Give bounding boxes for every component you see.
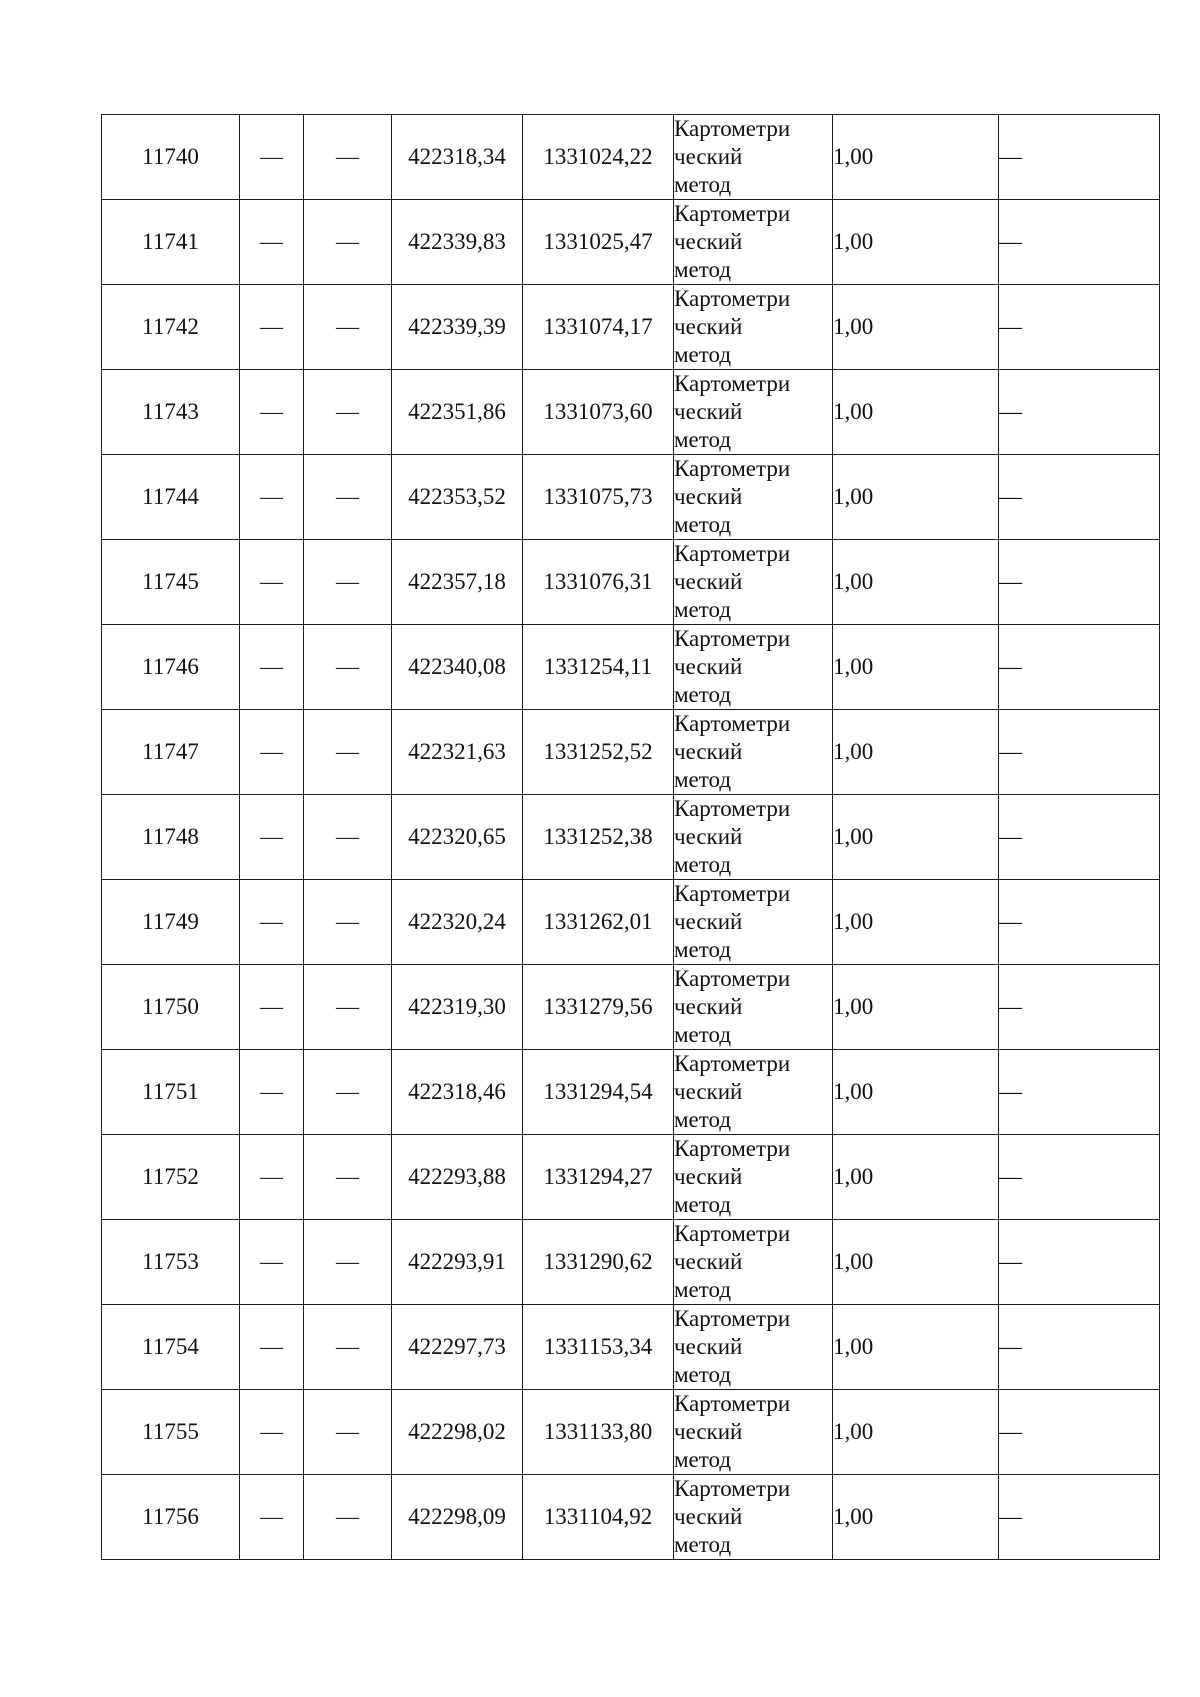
empty-dash-cell: — [304,1135,392,1220]
method-text-line: ческий [674,1419,743,1444]
point-number-cell: 11744 [102,455,240,540]
description-dash-cell: — [999,1390,1160,1475]
method-text-line: ческий [674,144,743,169]
empty-dash-cell: — [240,710,304,795]
x-coordinate-cell: 422293,91 [392,1220,523,1305]
description-dash-cell: — [999,1305,1160,1390]
table-row [102,200,1160,285]
empty-dash-cell: — [304,200,392,285]
empty-dash-cell: — [304,455,392,540]
point-number-cell: 11752 [102,1135,240,1220]
x-coordinate-cell: 422357,18 [392,540,523,625]
accuracy-cell: 1,00 [833,1135,999,1220]
empty-dash-cell: — [240,285,304,370]
description-dash-cell: — [999,455,1160,540]
method-text-line: Картометри [674,1391,791,1416]
method-text-line: метод [674,682,732,707]
empty-dash-cell: — [240,115,304,200]
table-row [102,1135,1160,1220]
description-dash-cell: — [999,965,1160,1050]
description-dash-cell: — [999,795,1160,880]
method-text-line: метод [674,257,732,282]
empty-dash-cell: — [240,795,304,880]
empty-dash-cell: — [304,285,392,370]
point-number-cell: 11755 [102,1390,240,1475]
empty-dash-cell: — [240,1475,304,1560]
method-cell [674,1050,833,1135]
empty-dash-cell: — [304,1305,392,1390]
method-text-line: метод [674,767,732,792]
point-number-cell: 11750 [102,965,240,1050]
method-text-line: метод [674,1532,732,1557]
method-text-line: ческий [674,229,743,254]
method-cell [674,880,833,965]
y-coordinate-cell: 1331104,92 [523,1475,674,1560]
method-text-line: метод [674,937,732,962]
x-coordinate-cell: 422319,30 [392,965,523,1050]
empty-dash-cell: — [304,625,392,710]
point-number-cell: 11746 [102,625,240,710]
method-text-line: Картометри [674,1306,791,1331]
description-dash-cell: — [999,115,1160,200]
method-text-line: Картометри [674,881,791,906]
empty-dash-cell: — [304,540,392,625]
description-dash-cell: — [999,625,1160,710]
x-coordinate-cell: 422320,65 [392,795,523,880]
empty-dash-cell: — [304,370,392,455]
method-cell [674,455,833,540]
table-body [102,115,1160,1560]
method-text-line: ческий [674,739,743,764]
table-row [102,625,1160,710]
method-text-line: метод [674,1107,732,1132]
x-coordinate-cell: 422318,34 [392,115,523,200]
point-number-cell: 11754 [102,1305,240,1390]
method-text-line: Картометри [674,711,791,736]
x-coordinate-cell: 422339,83 [392,200,523,285]
point-number-cell: 11745 [102,540,240,625]
y-coordinate-cell: 1331024,22 [523,115,674,200]
point-number-cell: 11747 [102,710,240,795]
y-coordinate-cell: 1331076,31 [523,540,674,625]
accuracy-cell: 1,00 [833,115,999,200]
method-cell [674,370,833,455]
x-coordinate-cell: 422298,09 [392,1475,523,1560]
accuracy-cell: 1,00 [833,880,999,965]
method-text-line: ческий [674,1249,743,1274]
method-text-line: ческий [674,654,743,679]
method-text-line: Картометри [674,1476,791,1501]
point-number-cell: 11748 [102,795,240,880]
empty-dash-cell: — [240,370,304,455]
method-text-line: метод [674,342,732,367]
accuracy-cell: 1,00 [833,1475,999,1560]
description-dash-cell: — [999,370,1160,455]
table-row [102,965,1160,1050]
method-cell [674,625,833,710]
method-text-line: метод [674,1192,732,1217]
x-coordinate-cell: 422339,39 [392,285,523,370]
table-row [102,710,1160,795]
method-text-line: Картометри [674,1221,791,1246]
table-row [102,285,1160,370]
method-cell [674,1135,833,1220]
y-coordinate-cell: 1331279,56 [523,965,674,1050]
y-coordinate-cell: 1331294,54 [523,1050,674,1135]
empty-dash-cell: — [304,965,392,1050]
method-text-line: Картометри [674,456,791,481]
point-number-cell: 11751 [102,1050,240,1135]
method-text-line: ческий [674,314,743,339]
point-number-cell: 11743 [102,370,240,455]
empty-dash-cell: — [240,200,304,285]
table-row [102,1050,1160,1135]
y-coordinate-cell: 1331074,17 [523,285,674,370]
method-text-line: Картометри [674,1051,791,1076]
empty-dash-cell: — [240,455,304,540]
method-cell [674,710,833,795]
method-text-line: метод [674,1277,732,1302]
method-text-line: метод [674,852,732,877]
empty-dash-cell: — [304,1475,392,1560]
y-coordinate-cell: 1331262,01 [523,880,674,965]
x-coordinate-cell: 422318,46 [392,1050,523,1135]
y-coordinate-cell: 1331075,73 [523,455,674,540]
method-text-line: Картометри [674,286,791,311]
point-number-cell: 11741 [102,200,240,285]
point-number-cell: 11749 [102,880,240,965]
method-text-line: метод [674,1362,732,1387]
x-coordinate-cell: 422293,88 [392,1135,523,1220]
method-text-line: ческий [674,399,743,424]
method-text-line: Картометри [674,541,791,566]
point-number-cell: 11753 [102,1220,240,1305]
empty-dash-cell: — [240,1220,304,1305]
method-cell [674,795,833,880]
table-row [102,115,1160,200]
x-coordinate-cell: 422320,24 [392,880,523,965]
coordinates-table [101,114,1160,1560]
method-text-line: Картометри [674,371,791,396]
empty-dash-cell: — [240,965,304,1050]
point-number-cell: 11742 [102,285,240,370]
accuracy-cell: 1,00 [833,455,999,540]
empty-dash-cell: — [304,795,392,880]
y-coordinate-cell: 1331153,34 [523,1305,674,1390]
y-coordinate-cell: 1331294,27 [523,1135,674,1220]
method-text-line: ческий [674,1079,743,1104]
y-coordinate-cell: 1331254,11 [523,625,674,710]
empty-dash-cell: — [240,1305,304,1390]
method-text-line: Картометри [674,116,791,141]
method-text-line: ческий [674,1164,743,1189]
accuracy-cell: 1,00 [833,710,999,795]
accuracy-cell: 1,00 [833,540,999,625]
table-row [102,1220,1160,1305]
x-coordinate-cell: 422353,52 [392,455,523,540]
method-text-line: ческий [674,994,743,1019]
accuracy-cell: 1,00 [833,1305,999,1390]
x-coordinate-cell: 422297,73 [392,1305,523,1390]
y-coordinate-cell: 1331252,38 [523,795,674,880]
method-cell [674,1390,833,1475]
method-cell [674,200,833,285]
empty-dash-cell: — [240,880,304,965]
method-cell [674,1475,833,1560]
x-coordinate-cell: 422351,86 [392,370,523,455]
description-dash-cell: — [999,880,1160,965]
accuracy-cell: 1,00 [833,200,999,285]
y-coordinate-cell: 1331252,52 [523,710,674,795]
point-number-cell: 11756 [102,1475,240,1560]
method-text-line: Картометри [674,626,791,651]
method-cell [674,285,833,370]
method-cell [674,540,833,625]
method-text-line: метод [674,512,732,537]
x-coordinate-cell: 422340,08 [392,625,523,710]
empty-dash-cell: — [240,1390,304,1475]
method-text-line: ческий [674,569,743,594]
empty-dash-cell: — [240,1135,304,1220]
y-coordinate-cell: 1331290,62 [523,1220,674,1305]
accuracy-cell: 1,00 [833,1050,999,1135]
method-cell [674,1305,833,1390]
method-text-line: ческий [674,909,743,934]
empty-dash-cell: — [240,540,304,625]
accuracy-cell: 1,00 [833,1220,999,1305]
description-dash-cell: — [999,1050,1160,1135]
empty-dash-cell: — [304,1050,392,1135]
description-dash-cell: — [999,1220,1160,1305]
method-cell [674,1220,833,1305]
description-dash-cell: — [999,710,1160,795]
accuracy-cell: 1,00 [833,965,999,1050]
empty-dash-cell: — [304,710,392,795]
method-text-line: ческий [674,484,743,509]
accuracy-cell: 1,00 [833,1390,999,1475]
table-row [102,455,1160,540]
method-cell [674,965,833,1050]
accuracy-cell: 1,00 [833,625,999,710]
point-number-cell: 11740 [102,115,240,200]
method-text-line: ческий [674,824,743,849]
empty-dash-cell: — [304,115,392,200]
method-text-line: Картометри [674,201,791,226]
y-coordinate-cell: 1331025,47 [523,200,674,285]
table-row [102,795,1160,880]
table-row [102,540,1160,625]
accuracy-cell: 1,00 [833,285,999,370]
method-text-line: метод [674,597,732,622]
description-dash-cell: — [999,1475,1160,1560]
table-row [102,1305,1160,1390]
method-text-line: ческий [674,1334,743,1359]
table-row [102,1475,1160,1560]
empty-dash-cell: — [304,1220,392,1305]
method-text-line: метод [674,427,732,452]
empty-dash-cell: — [304,1390,392,1475]
method-text-line: метод [674,1022,732,1047]
x-coordinate-cell: 422298,02 [392,1390,523,1475]
y-coordinate-cell: 1331133,80 [523,1390,674,1475]
description-dash-cell: — [999,1135,1160,1220]
method-text-line: Картометри [674,1136,791,1161]
empty-dash-cell: — [304,880,392,965]
empty-dash-cell: — [240,625,304,710]
method-text-line: Картометри [674,796,791,821]
accuracy-cell: 1,00 [833,795,999,880]
empty-dash-cell: — [240,1050,304,1135]
table-row [102,1390,1160,1475]
y-coordinate-cell: 1331073,60 [523,370,674,455]
method-text-line: ческий [674,1504,743,1529]
method-cell [674,115,833,200]
description-dash-cell: — [999,540,1160,625]
description-dash-cell: — [999,200,1160,285]
description-dash-cell: — [999,285,1160,370]
method-text-line: метод [674,172,732,197]
table-row [102,880,1160,965]
method-text-line: метод [674,1447,732,1472]
table-row [102,370,1160,455]
x-coordinate-cell: 422321,63 [392,710,523,795]
accuracy-cell: 1,00 [833,370,999,455]
method-text-line: Картометри [674,966,791,991]
